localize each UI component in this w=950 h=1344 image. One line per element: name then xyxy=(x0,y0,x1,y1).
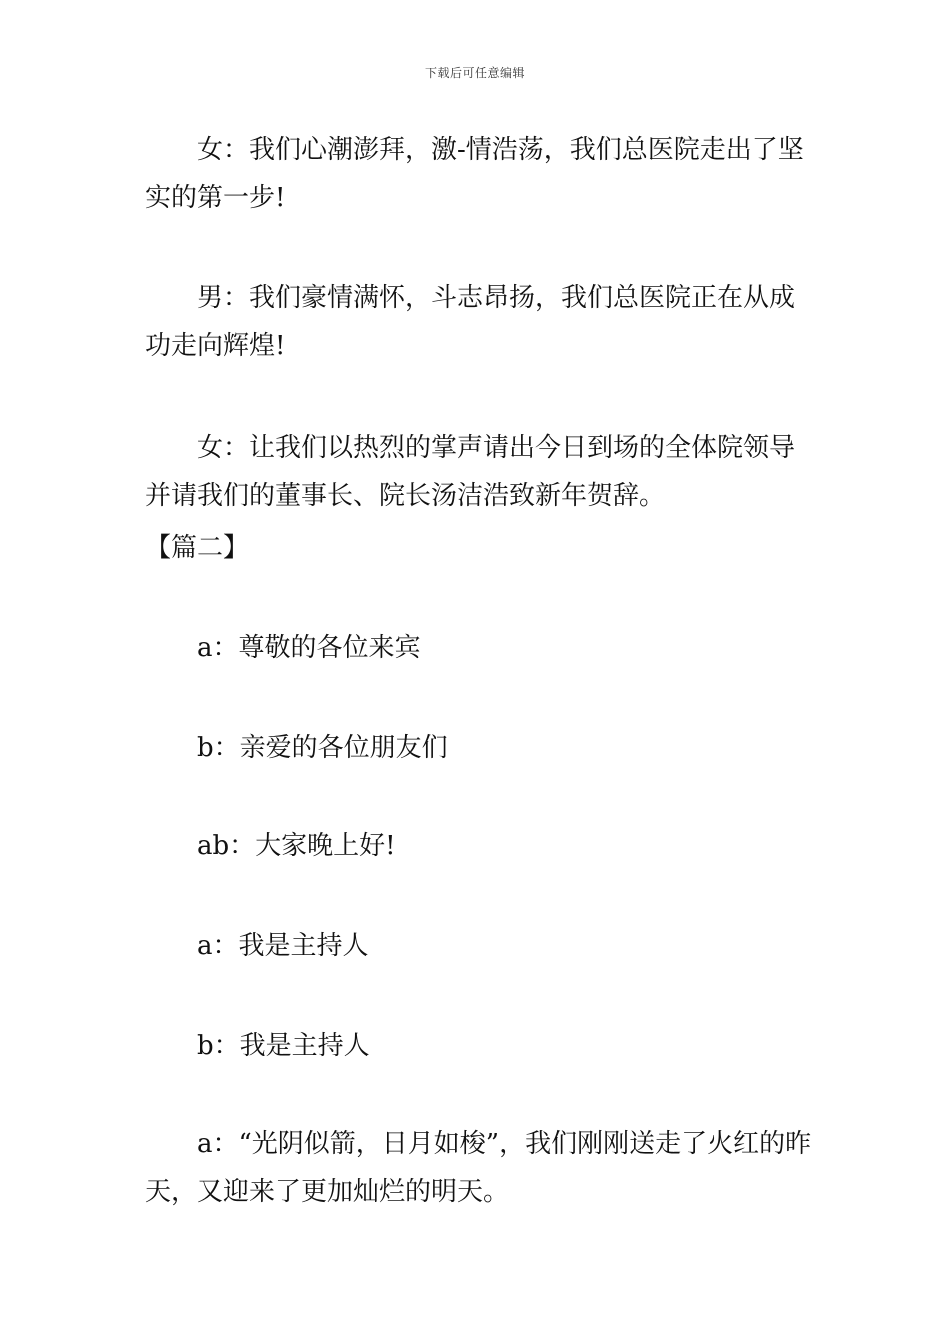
paragraph-male-1: 男：我们豪情满怀，斗志昂扬，我们总医院正在从成功走向辉煌! xyxy=(145,283,796,361)
dialogue-line-3: ab：大家晚上好! xyxy=(197,831,396,861)
dialogue-line-1: a：尊敬的各位来宾 xyxy=(197,633,421,663)
dialogue-line-5: b：我是主持人 xyxy=(197,1031,370,1061)
paragraph-female-1: 女：我们心潮澎拜，激-情浩荡，我们总医院走出了坚实的第一步! xyxy=(145,135,804,213)
page-header: 下载后可任意编辑 xyxy=(424,66,525,80)
paragraph-female-2: 女：让我们以热烈的掌声请出今日到场的全体院领导并请我们的董事长、院长汤洁浩致新年贺辞。 xyxy=(145,433,796,511)
section-heading: 【篇二】 xyxy=(145,533,250,563)
dialogue-line-6: a：“光阴似箭，日月如梭”，我们刚刚送走了火红的昨天，又迎来了更加灿烂的明天。 xyxy=(145,1129,812,1207)
dialogue-line-4: a：我是主持人 xyxy=(197,931,369,961)
dialogue-line-2: b：亲爱的各位朋友们 xyxy=(197,733,448,763)
